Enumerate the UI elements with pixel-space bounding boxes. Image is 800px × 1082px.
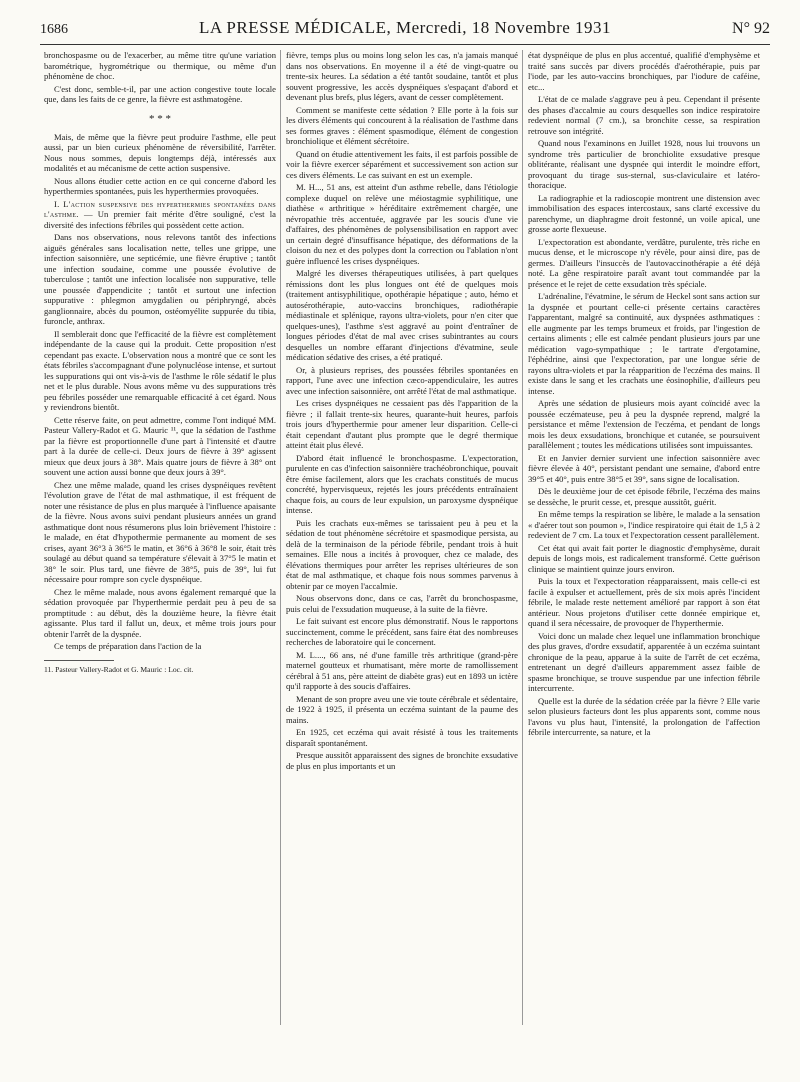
section-separator: * * * [149,112,171,125]
paragraph: Puis la toux et l'expectoration réapparaissent, mais celle-ci est facile à expulser et actuellement, près de six mois après l'incident fébrile, le malade reste nettement amélioré par rapport à son état antérieur. Nous projetons d'utiliser cette donnée empirique et, quand il sera nécessaire, de provoquer de l'hyperthermie. [528,576,760,628]
section-paragraph [44,199,276,231]
paragraph: Dans nos observations, nous relevons tantôt des infections aiguës générales sans localisation nette, telles une grippe, une infection saisonnière, une septicémie, une fièvre éruptive ; tantôt une infection soudaine, comme une poussée évolutive de tuberculose ; tantôt une infection localisée non suppurative, telle une poussée d'appendicite ; tantôt et surtout une infection suppurative : phlegmon amygdalien ou périphryngé, abcès ganglionnaire, abcès du poumon, ostéomyélite suppurée du tibia, furoncle, anthrax. [44,232,276,326]
footnote-rule [44,660,114,661]
paragraph: Puis les crachats eux-mêmes se tarissaient peu à peu et la sédation de tout phénomène sécrétoire et spasmodique persista, au delà de la terminaison de la période fébrile, pendant trois à huit semaines. Elle nous a incités à provoquer, chez ce malade, des élévations thermiques pour arrêter les reprises ultérieures de son état de mal asthmatique, et chaque fois nous sommes parvenus à obtenir par ce moyen l'accalmie. [286,517,518,591]
paragraph: Cette réserve faite, on peut admettre, comme l'ont indiqué MM. Pasteur Vallery-Radot et G. Mauric ¹¹, que la sédation de l'asthme par la fièvre est proportionnelle d'une part à l'intensité et d'autre part à la durée de celle-ci. Deux jours de fièvre à 39° agissent mieux que deux jours à 38°. Mais quatre jours de fièvre à 38° ont souvent une action aussi bonne que deux jours à 39°. [44,414,276,477]
paragraph: La radiographie et la radioscopie montrent une distension avec immobilisation des espaces intercostaux, sans clarté excessive du parenchyme, un diaphragme droit festonné, un voile apical, une grosse aorte flexueuse. [528,192,760,234]
paragraph: Quelle est la durée de la sédation créée par la fièvre ? Elle varie selon plusieurs facteurs dont les plus apparents sont, comme nous l'avons vu plus haut, l'intensité, la prolongation de l'affection fébrile intercurrente, sa nature, et la [528,695,760,737]
paragraph: Et en Janvier dernier survient une infection saisonnière avec fièvre élevée à 40°, persistant pendant une semaine, d'abord entre 39°5 et 40°, puis entre 38°5 et 39°, sans signe de localisation. [528,452,760,484]
paragraph: L'expectoration est abondante, verdâtre, purulente, très riche en mucus dense, et le microscope n'y révèle, pour ainsi dire, pas de germes. D'ailleurs l'insuccès de l'autovaccinothérapie a été déjà noté. La gêne respiratoire paraît avant tout commandée par la présence et le rejet de cette exsudation très spéciale. [528,236,760,289]
section-text: — Un premier fait mérite d'être souligné, c'est la diversité des infections fébriles qui possèdent cette action. [44,209,276,230]
issue-number: N° 92 [732,20,770,37]
paragraph: Menant de son propre aveu une vie toute cérébrale et sédentaire, de 1922 à 1925, il présenta un eczéma suintant de la paume des mains. [286,693,518,725]
paragraph: Ce temps de préparation dans l'action de la [54,641,202,651]
column-3 [528,50,760,1060]
page-header [40,18,770,44]
paragraph: M. L...., 66 ans, né d'une famille très arthritique (grand-père maternel goutteux et rhumatisant, mère morte de ramollissement cérébral à 51 ans, père atteint de diabète gras) eut en 1893 un ictère qu'il rapporte à des soucis d'affaires. [286,649,518,691]
paragraph: Le fait suivant est encore plus démonstratif. Nous le rapportons succinctement, comme le précédent, sans faire état des nombreuses recherches de laboratoire qui le concernent. [286,616,518,647]
paragraph: Quand nous l'examinons en Juillet 1928, nous lui trouvons un syndrome très particulier de bronchiolite exsudative presque oblitérante, réalisant une dyspnée qui interdit le moindre effort, provoquant du tirage sus-sternal, sus-claviculaire et latéro-thoracique. [528,138,760,190]
paragraph: Nous allons étudier cette action en ce qui concerne d'abord les hyperthermies spontanées, puis les hyperthermies provoquées. [44,175,276,196]
paragraph: fièvre, temps plus ou moins long selon les cas, n'a jamais manqué dans nos observations. En moyenne il a été de vingt-quatre ou trente-six heures. La sédation a été tantôt soudaine, tantôt et plus souvent progressive, les accès dyspnéiques s'espaçant d'abord et devenant plus brefs, plus légers, avant de cesser complètement. [286,50,518,102]
paragraph: état dyspnéique de plus en plus accentué, qualifié d'emphysème et traité sans succès par divers procédés d'aérothérapie, puis par l'iode, par les auto-vaccins bronchiques, par l'iodure de caféine, etc... [528,50,760,92]
paragraph: Or, à plusieurs reprises, des poussées fébriles spontanées en rapport, l'une avec une infection cæco-appendiculaire, les autres avec une infection saisonnière, ont arrêté l'état de mal asthmatique. [286,364,518,396]
paragraph: Mais, de même que la fièvre peut produire l'asthme, elle peut aussi, par un bien curieux phénomène de réversibilité, l'arrêter. Nous nous sommes, depuis longtemps déjà, intéressés aux modalités et au mécanisme de cette action suspensive. [44,131,276,173]
paragraph: Cet état qui avait fait porter le diagnostic d'emphysème, durait depuis de longs mois, est radicalement transformé. Cette guérison clinique se maintient quinze jours environ. [528,542,760,574]
column-2 [286,50,518,1060]
section-title: I. L'action suspensive des hyperthermies spontanées dans l'asthme. [44,198,276,219]
footnote: 11. Pasteur Vallery-Radot et G. Mauric : Loc. cit. [44,664,194,674]
paragraph: Les crises dyspnéiques ne cessaient pas dès l'apparition de la fièvre ; il fallait trente-six heures, quarante-huit heures, parfois trois jours d'hyperthermie pour amener leur disparition. Celle-ci était cependant d'autant plus prompte que le degré thermique atteint était plus élevé. [286,398,518,450]
paragraph: Comment se manifeste cette sédation ? Elle porte à la fois sur les divers éléments qui concourent à la réalisation de l'asthme dans ses formes graves : élément spasmodique, élément de congestion bronchiolique et élément sécrétoire. [286,104,518,146]
paragraph: Quand on étudie attentivement les faits, il est parfois possible de voir la fièvre exercer séparément et successivement son action sur ces divers éléments. Le cas suivant en est un exemple. [286,148,518,180]
paragraph: Malgré les diverses thérapeutiques utilisées, à part quelques rémissions dont les plus longues ont été de quelques mois (traitement antisyphilitique, opothérapie hépatique ; auto, hémo et autosérothérapie, auto-vaccins bronchiques, radiothérapie médiastinale et splénique, rayons ultra-violets, pour n'en citer que quelques-unes), l'asthme s'est aggravé au point d'entraîner de longues périodes d'état de mal avec crises subintrantes au cours desquelles un nombre effarant d'injections d'évatmine, seule médication sédative des crises, a été pratiqué. [286,268,518,362]
paragraph: Chez le même malade, nous avons également remarqué que la sédation provoquée par l'hyperthermie perdait peu à peu de sa promptitude : au début, dès la douzième heure, la fièvre était agissante. Plus tard il fallut un, deux, et même trois jours pour obtenir l'arrêt de la dyspnée. [44,586,276,639]
journal-title: LA PRESSE MÉDICALE, Mercredi, 18 Novembre 1931 [198,18,612,37]
paragraph: M. H..., 51 ans, est atteint d'un asthme rebelle, dans l'étiologie complexe duquel on relève une méiostagmie syphilitique, une diathèse « arthritique » héréditaire extrêmement chargée, une névropathie très accentuée, aggravée par les soucis d'une vie d'affaires, des phénomènes de polysensibilisation en rapport avec un certain degré d'insuffisance hépatique, des déformations de la cloison du nez et des polypes dont la correction ou l'ablation n'ont guère influencé les crises dyspnéiques. [286,182,518,266]
paragraph: Il semblerait donc que l'efficacité de la fièvre est complètement indépendante de la cause qui la produit. Cette proposition n'est cependant pas exacte. L'observation nous a montré que ce sont les états fébriles s'accompagnant d'une polynucléose intense, et surtout les suppurations qui ont vis-à-vis de l'asthme le rôle sédatif le plus net et le plus durable. Nous avons même vu des suppurations très peu fébriles posséder une remarquable efficacité à cet égard. Nous y reviendrons bientôt. [44,328,276,412]
paragraph: L'adrénaline, l'évatmine, le sérum de Heckel sont sans action sur la dyspnée et pourtant celle-ci présente certains caractères l'apparentant, malgré sa continuité, aux dyspnées asthmatiques : elle augmente par les temps brumeux et froids, par l'ingestion de certains aliments ; elle est calmée pendant plusieurs jours par une médication vago-sympathique ; le tartrate d'ergotamine, l'éphédrine, ainsi que l'expectoration, par une longue série de rayons ultra-violets et par la réapparition de l'eczéma des mains. Il existe dans le sang et les crachats une éosinophilie, d'ailleurs peu intense. [528,291,760,396]
paragraph: Voici donc un malade chez lequel une inflammation bronchique des plus graves, d'ordre exsudatif, apparentée à un eczéma suintant chronique de la peau, apparue à la suite de l'arrêt de cet eczéma, entretenant un degré d'ailleurs apparemment assez faible de spasme bronchique, se trouve suspendue par une infection fébrile intercurrente. [528,630,760,693]
paragraph: bronchospasme ou de l'exacerber, au même titre qu'une variation barométrique, hygrométrique ou thermique, ou même d'un phénomène de choc. [44,50,276,81]
paragraph: C'est donc, semble-t-il, par une action congestive toute locale que, dans les faits de ce genre, la fièvre est asthmatogène. [44,83,276,104]
paragraph: Après une sédation de plusieurs mois ayant coïncidé avec la poussée eczémateuse, peu à peu la dyspnée reprend, malgré la persistance et même l'extension de l'eczéma, et pendant de longs mois les deux exsudations, bronchique et cutanée, se poursuivent parallèlement ; toutes les médications utilisées sont impuissantes. [528,398,760,450]
paragraph: Presque aussitôt apparaissent des signes de bronchite exsudative de plus en plus importants et un [286,750,518,771]
paragraph: En 1925, cet eczéma qui avait résisté à tous les traitements disparaît spontanément. [286,727,518,748]
column-1 [44,50,276,1060]
column-rule-1 [280,50,281,1025]
paragraph: En même temps la respiration se libère, le malade a la sensation « d'aérer tout son poumon », l'indice respiratoire qui était de 1,5 à 2 redevient de 7 cm. La toux et l'expectoration cessent parallèlement. [528,509,760,540]
header-rule [40,44,770,45]
paragraph: D'abord était influencé le bronchospasme. L'expectoration, purulente en cas d'infection saisonnière trachéobronchique, pouvait être émise facilement, alors que les crachats constitués de mucus concrété, hypervisqueux, rejetés les jours précédents entraînaient chaque fois, au cours de leur expulsion, un paroxysme dyspnéique intense. [286,452,518,515]
paragraph: Chez une même malade, quand les crises dyspnéiques revêtent l'évolution grave de l'état de mal asthmatique, il est fréquent de noter une résistance de plus en plus marquée à l'influence apaisante de la fièvre. Nous avons suivi pendant plusieurs années un grand asthmatique dont nous résumerons plus loin brièvement l'histoire : le malade, en état d'hypothermie permanente au moment de ses crises, ayant 36°3 à 36°5 le matin, et 36°6 à 36°8 le soir, était très soulagé au début quand sa température s'élevait à 37°5 le matin et 38° le soir. Plus tard, une fièvre de 38°5, puis de 39°, lui fut nécessaire pour rompre son cycle dyspnéique. [44,479,276,584]
column-rule-2 [522,50,523,1025]
paragraph: L'état de ce malade s'aggrave peu à peu. Cependant il présente des phases d'accalmie au cours desquelles son indice respiratoire redevient normal (7 cm.), sa bronchite cesse, sa respiration retrouve son intégrité. [528,94,760,136]
paragraph: Dès le deuxième jour de cet épisode fébrile, l'eczéma des mains se dessèche, le prurit cesse, et, presque aussitôt, guérit. [528,486,760,507]
page-number: 1686 [40,22,68,37]
paragraph: Nous observons donc, dans ce cas, l'arrêt du bronchospasme, puis celui de l'exsudation muqueuse, à la suite de la fièvre. [286,593,518,614]
